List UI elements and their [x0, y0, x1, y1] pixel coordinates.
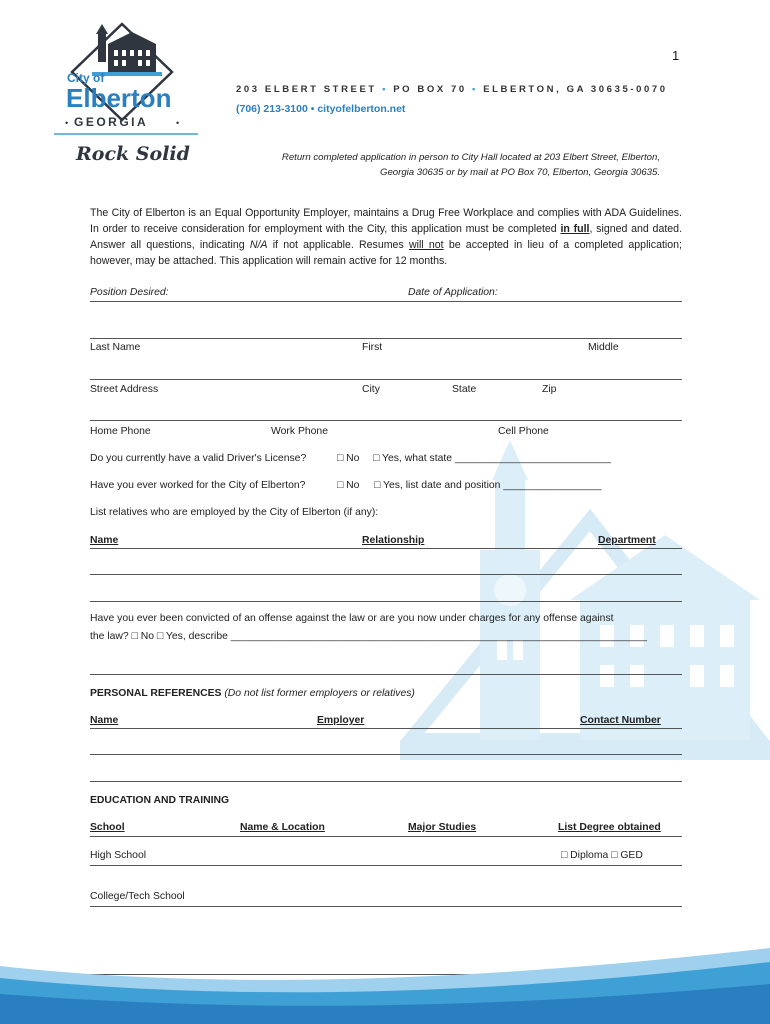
references-header-contact: Contact Number	[580, 715, 661, 726]
state-label: State	[452, 384, 477, 395]
diploma-ged-checkboxes[interactable]: □ Diploma □ GED	[561, 850, 643, 861]
work-phone-label: Work Phone	[271, 426, 328, 437]
street-address-label: Street Address	[90, 384, 159, 395]
address-line[interactable]	[90, 379, 682, 380]
convicted-line[interactable]	[90, 674, 682, 675]
references-title: PERSONAL REFERENCES (Do not list former employers or relatives)	[90, 688, 415, 699]
zip-label: Zip	[542, 384, 557, 395]
convicted-options[interactable]: the law? □ No □ Yes, describe ________________________________________________________________________	[90, 631, 647, 642]
header-contact: (706) 213-3100 • cityofelberton.net	[236, 103, 406, 115]
logo-georgia: GEORGIA	[74, 115, 149, 129]
relatives-header-name: Name	[90, 535, 119, 546]
page-number: 1	[672, 48, 680, 63]
logo-tagline: Rock Solid	[76, 143, 190, 165]
worked-yes-checkbox[interactable]: □ Yes, list date and position _________________	[374, 480, 602, 491]
return-instructions: Return completed application in person to City Hall located at 203 Elbert Street, Elberton, Georgia 30635 or by mail at PO Box 70, Elberton, Georgia 30635.	[281, 152, 660, 178]
phone-line[interactable]	[90, 420, 682, 421]
city-logo	[52, 20, 202, 170]
relatives-header-line	[90, 548, 682, 549]
intro-paragraph: The City of Elberton is an Equal Opportunity Employer, maintains a Drug Free Workplace and complies with ADA Guidelines. In order to receive consideration for employment with the City, this application must be completed in full, signed and dated. Answer all questions, indicating N/A if not applicable. Resumes will not be accepted in lieu of a completed application; however, may be attached. This application will remain active for 12 months.	[90, 207, 683, 267]
date-of-application-label: Date of Application:	[408, 287, 498, 298]
svg-text:•: •	[176, 118, 180, 128]
home-phone-label: Home Phone	[90, 426, 151, 437]
education-header-line	[90, 836, 682, 837]
position-desired-label: Position Desired:	[90, 287, 169, 298]
convicted-question: Have you ever been convicted of an offense against the law or are you now under charges for any offense against	[90, 613, 614, 624]
references-header-employer: Employer	[317, 715, 365, 726]
name-line[interactable]	[90, 338, 682, 339]
high-school-label: High School	[90, 850, 147, 861]
high-school-line[interactable]	[90, 865, 682, 866]
relatives-row-line[interactable]	[90, 601, 682, 602]
logo-city-of: City of	[67, 71, 105, 85]
last-name-label: Last Name	[90, 342, 141, 353]
college-label: College/Tech School	[90, 891, 185, 902]
position-line[interactable]	[90, 301, 682, 302]
references-row-line[interactable]	[90, 754, 682, 755]
references-row-line[interactable]	[90, 781, 682, 782]
first-name-label: First	[362, 342, 383, 353]
education-header-major: Major Studies	[408, 822, 477, 833]
footer-wave	[0, 940, 770, 1024]
header-address: 203 ELBERT STREET • PO BOX 70 • ELBERTON, GA 30635-0070	[236, 84, 668, 95]
worked-no-checkbox[interactable]: □ No	[337, 480, 360, 491]
city-label: City	[362, 384, 380, 395]
svg-text:•: •	[65, 118, 69, 128]
drivers-license-yes-checkbox[interactable]: □ Yes, what state ___________________________	[373, 453, 611, 464]
middle-name-label: Middle	[588, 342, 619, 353]
education-title: EDUCATION AND TRAINING	[90, 795, 230, 806]
drivers-license-question: Do you currently have a valid Driver's License?	[90, 453, 307, 464]
education-header-name-location: Name & Location	[240, 822, 325, 833]
relatives-question: List relatives who are employed by the City of Elberton (if any):	[90, 507, 379, 518]
cell-phone-label: Cell Phone	[498, 426, 549, 437]
references-header-line	[90, 728, 682, 729]
college-line[interactable]	[90, 906, 682, 907]
relatives-header-department: Department	[598, 535, 656, 546]
logo-elberton: Elberton	[66, 83, 172, 113]
relatives-header-relationship: Relationship	[362, 535, 425, 546]
worked-for-city-question: Have you ever worked for the City of Elberton?	[90, 480, 306, 491]
relatives-row-line[interactable]	[90, 574, 682, 575]
education-header-school: School	[90, 822, 125, 833]
drivers-license-no-checkbox[interactable]: □ No	[337, 453, 360, 464]
education-header-degree: List Degree obtained	[558, 822, 661, 833]
references-header-name: Name	[90, 715, 119, 726]
